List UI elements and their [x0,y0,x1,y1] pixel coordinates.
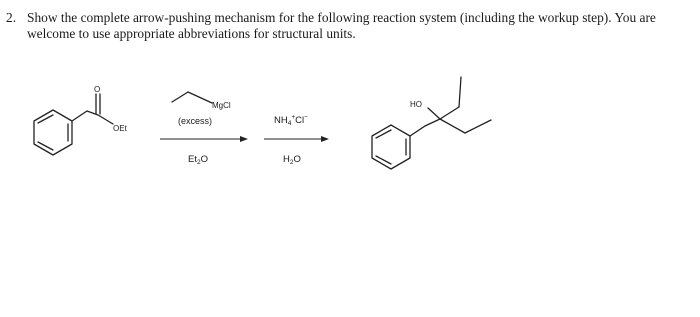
ch2-bond [410,126,425,136]
ch2-bond [72,111,87,121]
reaction-arrow-1 [160,136,248,142]
grignard-reagent [172,92,212,103]
ethyl-up-bond [459,77,461,107]
ester-oet-label: OEt [113,124,127,133]
aromatic-double-bond [376,130,391,138]
carbonyl-oxygen-label: O [94,85,101,94]
starting-material-ester [34,94,113,155]
quaternary-c-bond [425,119,440,126]
benzene-ring-2 [372,125,410,169]
aromatic-double-bond [38,115,53,123]
solvent-label: $Et_2O$ [188,154,208,166]
c-oh-bond [428,108,440,119]
aromatic-double-bond [376,156,391,164]
ethyl-up-bond [440,107,459,119]
ethyl-down-bond [440,119,465,133]
question-text: Show the complete arrow-pushing mechanism for the following reaction system (including the workup step). You are welcome to use appropriate abbreviations for structural units. [27,10,656,41]
ethyl-down-bond [465,120,491,133]
ethyl-bond [172,92,188,102]
grignard-mgcl-label: MgCl [212,101,231,110]
product-alcohol [372,77,491,169]
benzene-ring-1 [34,110,72,155]
aromatic-double-bond [38,142,53,150]
excess-label: (excess) [178,116,213,126]
product-ho-label: HO [410,100,422,109]
reaction-arrow-2 [264,136,329,142]
ester-o-bond [98,115,113,124]
question-number: 2. [6,10,17,25]
water-label: $H_2O$ [283,154,301,166]
ethyl-bond [188,92,212,103]
workup-reagent-label: $NH_4^+Cl^-$ [274,114,308,127]
